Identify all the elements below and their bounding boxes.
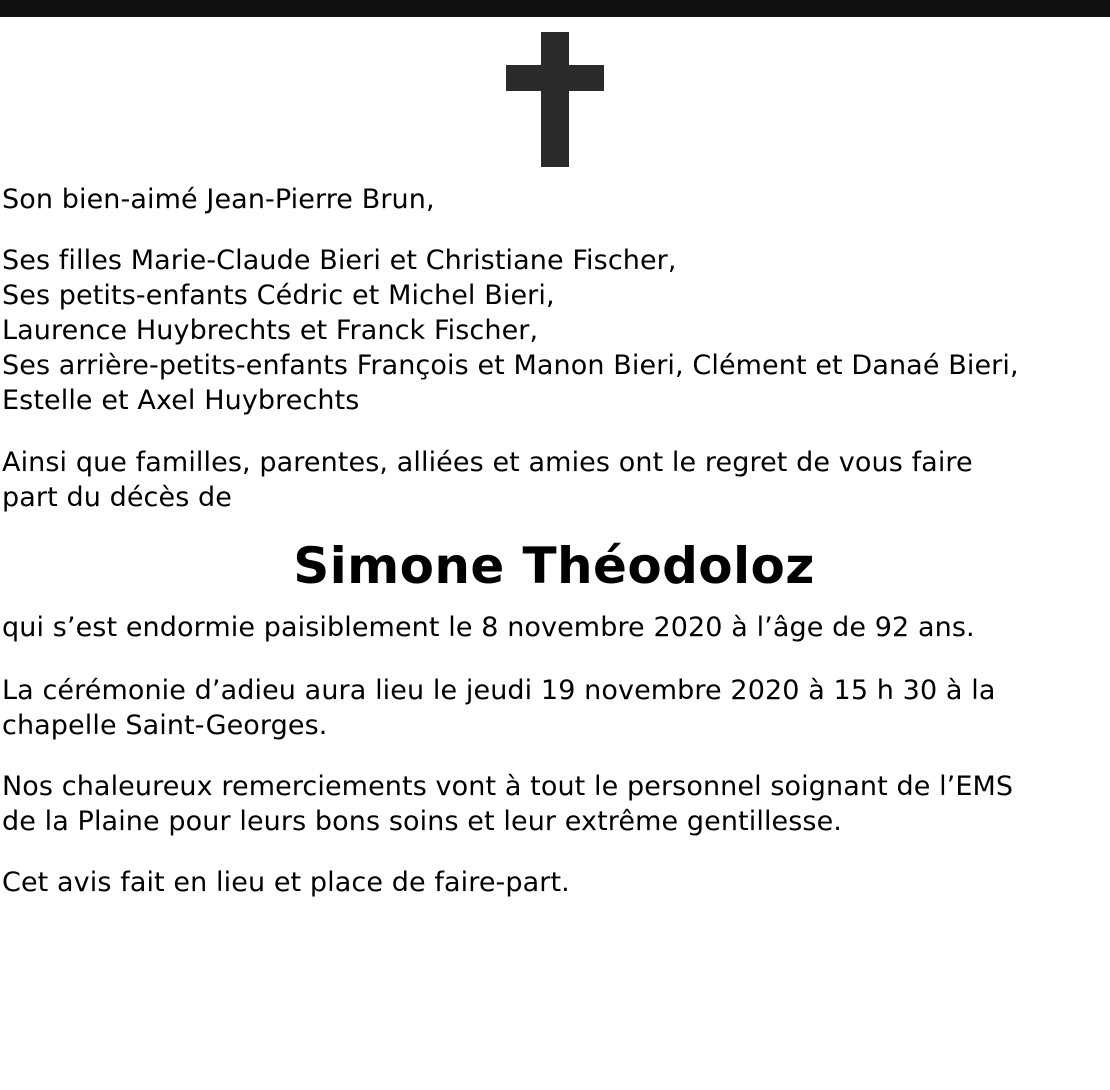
thanks-line-1: Nos chaleureux remerciements vont à tout le personnel soignant de l’EMS	[2, 771, 1014, 803]
announcement-line-1: Ainsi que familles, parentes, alliées et amies ont le regret de vous faire	[2, 446, 973, 478]
thanks-paragraph	[2, 769, 1106, 839]
intro-line-1: Son bien-aimé Jean-Pierre Brun,	[2, 184, 435, 215]
top-rule-divider	[0, 0, 1110, 17]
latin-cross-icon	[495, 32, 615, 167]
death-details-line-1: qui s’est endormie paisiblement le 8 novembre 2020 à l’âge de 92 ans.	[2, 611, 975, 643]
announcement-line-2: part du décès de	[2, 481, 232, 513]
death-details-paragraph	[2, 610, 1106, 645]
family-line-3: Laurence Huybrechts et Franck Fischer,	[2, 315, 539, 347]
announcement-paragraph	[2, 445, 1106, 515]
family-paragraph	[2, 243, 1106, 418]
thanks-line-2: de la Plaine pour leurs bons soins et leur extrême gentillesse.	[2, 806, 842, 838]
family-line-2: Ses petits-enfants Cédric et Michel Bieri,	[2, 280, 555, 312]
ceremony-paragraph	[2, 673, 1106, 743]
family-line-4: Ses arrière-petits-enfants François et Manon Bieri, Clément et Danaé Bieri,	[2, 350, 1019, 382]
deceased-name: Simone Théodoloz	[293, 536, 815, 595]
ceremony-line-2: chapelle Saint-Georges.	[2, 709, 328, 741]
closing-line-1: Cet avis fait en lieu et place de faire-part.	[2, 867, 570, 899]
family-line-5: Estelle et Axel Huybrechts	[2, 385, 360, 417]
cross-horizontal-bar	[506, 65, 604, 91]
intro-paragraph	[2, 182, 1106, 217]
cross-symbol-area	[0, 17, 1110, 182]
family-line-1: Ses filles Marie-Claude Bieri et Christiane Fischer,	[2, 245, 677, 277]
closing-paragraph	[2, 865, 1106, 900]
notice-body	[0, 182, 1110, 900]
ceremony-line-1: La cérémonie d’adieu aura lieu le jeudi 19 novembre 2020 à 15 h 30 à la	[2, 674, 996, 706]
cross-vertical-bar	[541, 32, 569, 167]
